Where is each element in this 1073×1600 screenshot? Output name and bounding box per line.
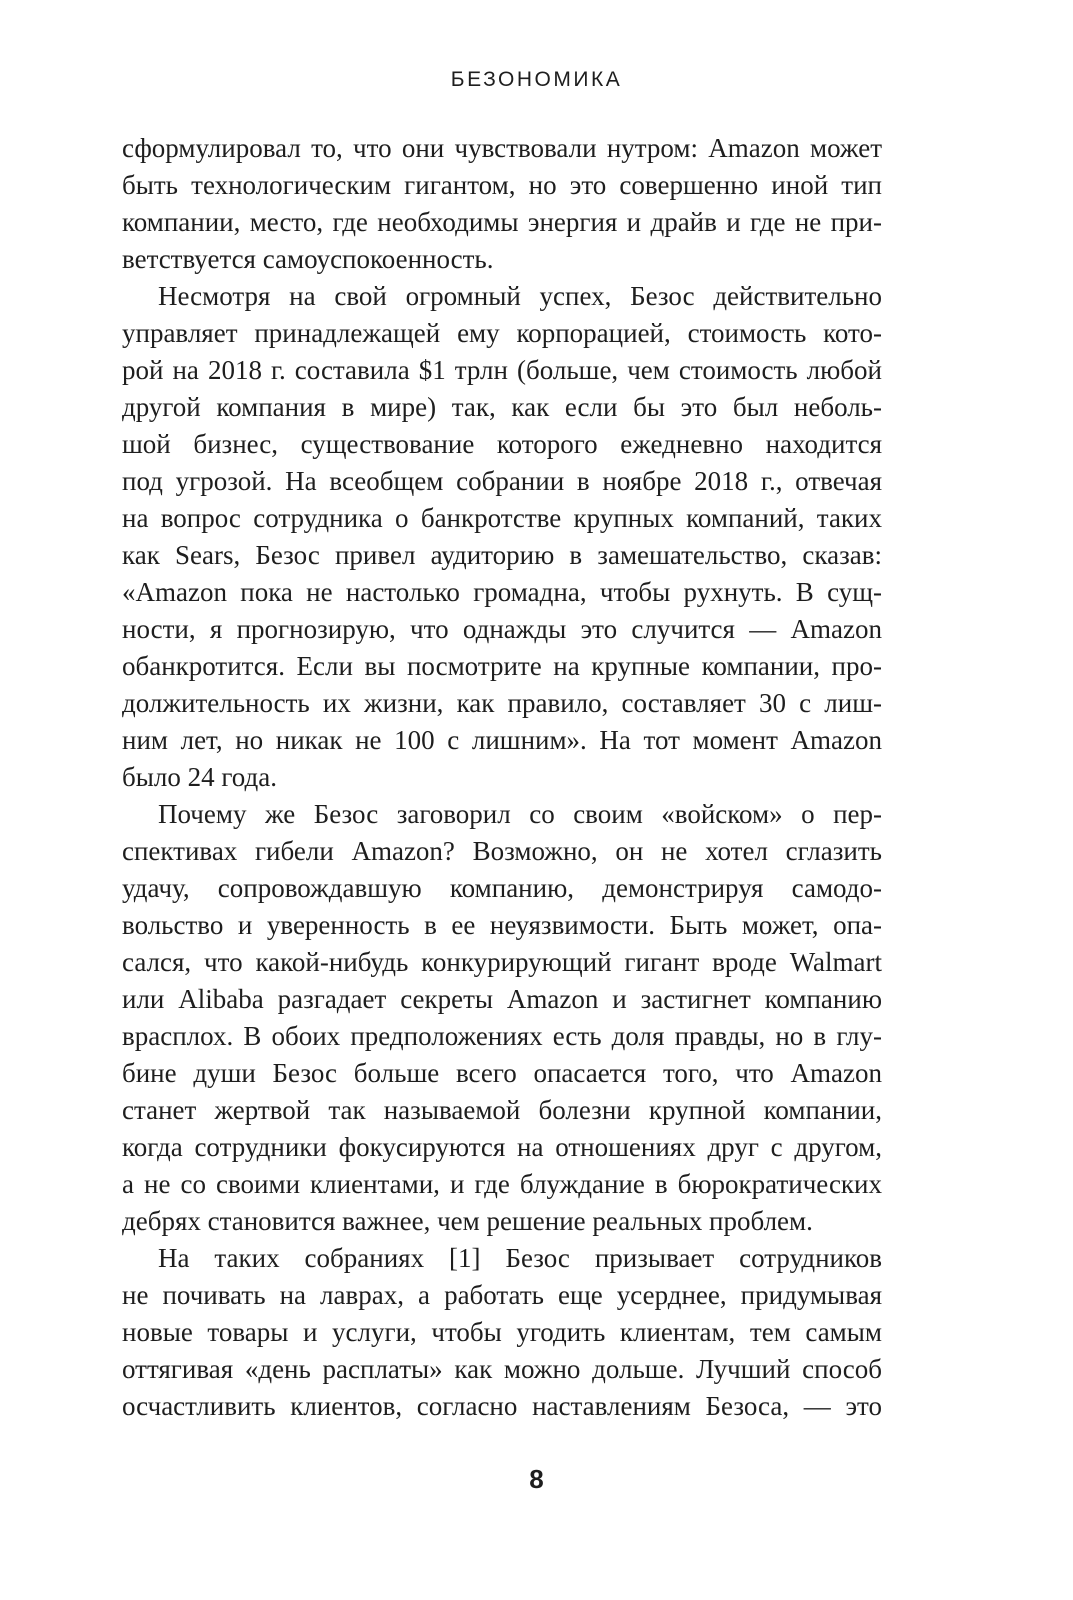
paragraph [122, 1240, 882, 1425]
text-line: управляет принадлежащей ему корпорацией, стоимость кото- [122, 318, 882, 348]
running-head: БЕЗОНОМИКА [450, 68, 623, 91]
body-text [122, 130, 882, 1425]
text-line: вольство и уверенность в ее неуязвимости. Быть может, опа- [122, 910, 882, 940]
text-line: не почивать на лаврах, а работать еще усерднее, придумывая [122, 1280, 882, 1310]
text-line: быть технологическим гигантом, но это совершенно иной тип [122, 170, 882, 200]
text-line: удачу, сопровождавшую компанию, демонстрируя самодо- [122, 873, 882, 903]
text-line: На таких собраниях [1] Безос призывает сотрудников [158, 1243, 882, 1273]
paragraph [122, 796, 882, 1240]
text-line: обанкротится. Если вы посмотрите на крупные компании, про- [122, 651, 882, 681]
text-line: спективах гибели Amazon? Возможно, он не хотел сглазить [122, 836, 882, 866]
text-line: сформулировал то, что они чувствовали нутром: Amazon может [122, 133, 882, 163]
text-line: Почему же Безос заговорил со своим «войском» о пер- [158, 799, 882, 829]
text-line: ности, я прогнозирую, что однажды это случится — Amazon [122, 614, 882, 644]
text-line: а не со своими клиентами, и где блуждание в бюрократических [122, 1169, 882, 1199]
paragraph [122, 130, 882, 278]
text-line: ветствуется самоуспокоенность. [122, 244, 494, 274]
paragraph [122, 278, 882, 796]
text-line: под угрозой. На всеобщем собрании в ноябре 2018 г., отвечая [122, 466, 882, 496]
text-line: шой бизнес, существование которого ежедневно находится [122, 429, 882, 459]
text-line: когда сотрудники фокусируются на отношениях друг с другом, [122, 1132, 882, 1162]
text-line: должительность их жизни, как правило, составляет 30 с лиш- [122, 688, 882, 718]
text-line: Несмотря на свой огромный успех, Безос действительно [158, 281, 882, 311]
text-line: дебрях становится важнее, чем решение реальных проблем. [122, 1206, 813, 1236]
text-line: или Alibaba разгадает секреты Amazon и застигнет компанию [122, 984, 882, 1014]
text-line: осчастливить клиентов, согласно наставлениям Безоса, — это [122, 1391, 882, 1421]
text-line: ним лет, но никак не 100 с лишним». На тот момент Amazon [122, 725, 882, 755]
page-number: 8 [529, 1464, 544, 1494]
text-line: станет жертвой так называемой болезни крупной компании, [122, 1095, 882, 1125]
text-line: «Amazon пока не настолько громадна, чтобы рухнуть. В сущ- [122, 577, 882, 607]
text-line: сался, что какой-нибудь конкурирующий гигант вроде Walmart [122, 947, 882, 977]
text-line: бине души Безос больше всего опасается того, что Amazon [122, 1058, 882, 1088]
text-line: врасплох. В обоих предположениях есть доля правды, но в глу- [122, 1021, 882, 1051]
text-line: рой на 2018 г. составила $1 трлн (больше, чем стоимость любой [122, 355, 882, 385]
text-line: компании, место, где необходимы энергия и драйв и где не при- [122, 207, 882, 237]
text-line: на вопрос сотрудника о банкротстве крупных компаний, таких [122, 503, 882, 533]
text-line: новые товары и услуги, чтобы угодить клиентам, тем самым [122, 1317, 882, 1347]
text-line: другой компания в мире) так, как если бы это был неболь- [122, 392, 882, 422]
text-line: было 24 года. [122, 762, 277, 792]
text-line: оттягивая «день расплаты» как можно дольше. Лучший способ [122, 1354, 882, 1384]
text-line: как Sears, Безос привел аудиторию в замешательство, сказав: [122, 540, 882, 570]
